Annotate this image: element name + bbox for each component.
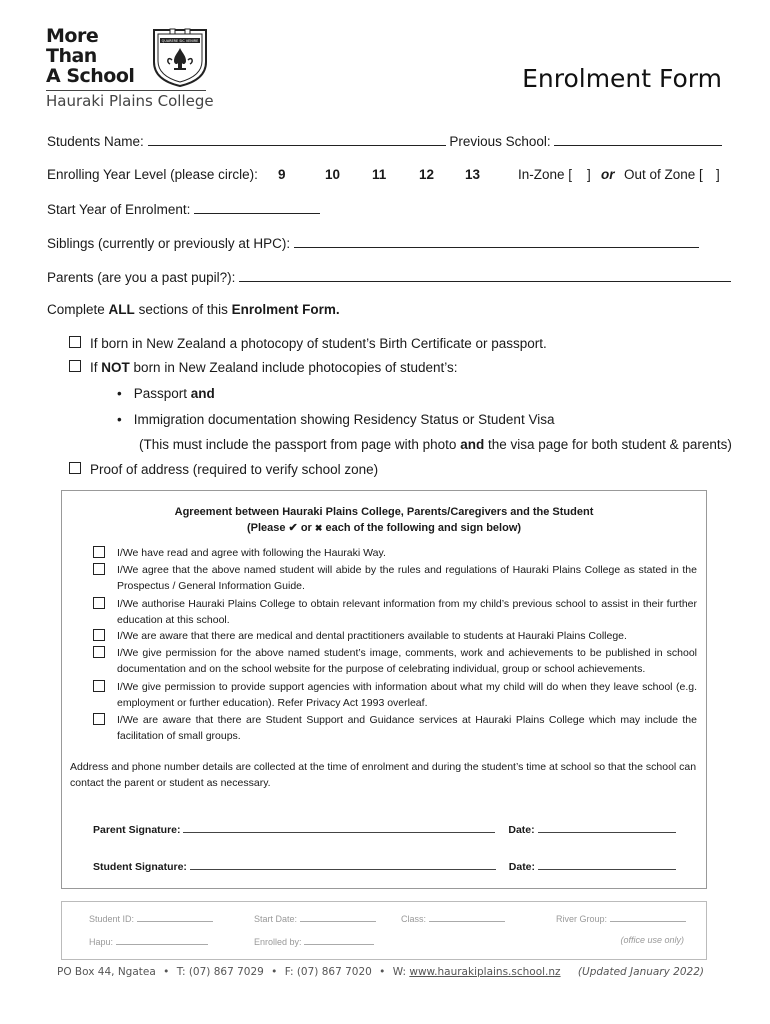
start-date-field[interactable] — [300, 912, 376, 922]
office-use-note: (office use only) — [620, 935, 684, 945]
note-post: the visa page for both student & parents) — [487, 437, 732, 452]
student-date-field[interactable] — [538, 860, 676, 870]
agreement-item — [93, 545, 697, 561]
logo-line-2: Than — [46, 45, 97, 67]
agreement-item — [93, 596, 697, 628]
agreement-text: I/We agree that the above named student will abide by the rules and regulations of Hauraki Plains College as stated in the Prospectus / General Information Guide. — [117, 564, 697, 592]
footer — [57, 966, 717, 978]
complete-mid: sections of this — [138, 302, 228, 317]
class-row — [401, 912, 505, 924]
passport-text: Passport — [133, 386, 188, 401]
proof-address-text: Proof of address (required to verify school zone) — [90, 462, 379, 477]
passport-and: and — [190, 386, 215, 401]
river-group-field[interactable] — [610, 912, 686, 922]
hapu-field[interactable] — [116, 935, 208, 945]
agreement-text: I/We are aware that there are medical and dental practitioners available to students at Hauraki Plains College. — [117, 630, 627, 642]
agreement-checkbox[interactable] — [93, 546, 105, 558]
footer-web-label: W: — [392, 966, 407, 978]
footer-po-box: PO Box 44, Ngatea — [57, 966, 156, 978]
agreement-text: I/We give permission to provide support agencies with information about what my child will do when they leave school (e.g. employment or further education). Refer Privacy Act 1993 overleaf. — [117, 681, 697, 709]
river-group-label: River Group: — [556, 914, 608, 924]
complete-instruction — [47, 302, 340, 317]
agreement-checkbox[interactable] — [93, 680, 105, 692]
checklist-item-not-born — [69, 360, 458, 375]
river-group-row — [556, 912, 686, 924]
out-zone-bracket-close: ] — [716, 167, 720, 182]
parent-signature-row — [93, 823, 676, 836]
page-title: Enrolment Form — [522, 64, 722, 93]
not-born-checkbox[interactable] — [69, 360, 81, 372]
siblings-label: Siblings (currently or previously at HPC): — [47, 236, 291, 251]
agreement-text: I/We authorise Hauraki Plains College to obtain relevant information from my child’s previous school to assist in their further education at this school. — [117, 598, 697, 626]
year-10[interactable]: 10 — [325, 167, 341, 182]
year-level-label: Enrolling Year Level (please circle): — [47, 167, 258, 182]
parent-date-label: Date: — [508, 824, 535, 836]
year-11[interactable]: 11 — [372, 167, 387, 182]
heading2-post: each of the following and sign below) — [325, 522, 522, 534]
agreement-box — [61, 490, 707, 889]
parent-date-field[interactable] — [538, 823, 676, 833]
birth-certificate-text: If born in New Zealand a photocopy of student’s Birth Certificate or passport. — [90, 336, 547, 351]
year-9[interactable]: 9 — [278, 167, 286, 182]
heading2-pre: (Please — [246, 522, 286, 534]
bullet-icon: • — [117, 412, 122, 427]
agreement-item — [93, 679, 697, 711]
agreement-item — [93, 628, 697, 644]
address-note: Address and phone number details are collected at the time of enrolment and during the student’s time at school so that the school can contact the parent or student as necessary. — [70, 761, 697, 789]
footer-separator: • — [379, 966, 386, 978]
checklist-item-birth — [69, 336, 547, 351]
office-use-box — [61, 901, 707, 960]
svg-text:QUARERE SIC VENIRE: QUARERE SIC VENIRE — [161, 39, 199, 43]
out-zone-label[interactable]: Out of Zone [ — [624, 167, 703, 182]
in-zone-bracket-close: ] — [587, 167, 591, 182]
agreement-heading — [62, 504, 706, 536]
agreement-text: I/We give permission for the above named student’s image, comments, work and achievements to be published in school documentation and on the school website for the purpose of celebrating individual, group or school achievements. — [117, 647, 697, 675]
agreement-text: I/We have read and agree with following the Hauraki Way. — [117, 547, 386, 559]
agreement-item — [93, 712, 697, 744]
school-logo — [46, 26, 216, 112]
heading2-or: or — [300, 522, 312, 534]
checkmark-icon: ✔ — [288, 522, 298, 534]
logo-line-1: More — [46, 25, 99, 47]
checklist-item-address — [69, 462, 378, 477]
agreement-heading-line2 — [62, 520, 706, 536]
siblings-field[interactable] — [294, 235, 699, 248]
enrolled-by-row — [254, 935, 374, 947]
not-born-bold: NOT — [101, 360, 130, 375]
or-label: or — [601, 167, 615, 182]
student-signature-row — [93, 860, 676, 873]
footer-separator: • — [271, 966, 278, 978]
students-name-field[interactable] — [148, 133, 446, 146]
crest-icon — [150, 26, 210, 88]
agreement-checkbox[interactable] — [93, 597, 105, 609]
student-signature-field[interactable] — [190, 860, 496, 870]
not-born-post: born in New Zealand include photocopies of student’s: — [133, 360, 458, 375]
footer-updated: (Updated January 2022) — [577, 966, 704, 978]
enrolled-by-field[interactable] — [304, 935, 374, 945]
parents-label: Parents (are you a past pupil?): — [47, 270, 236, 285]
student-signature-label: Student Signature: — [93, 861, 187, 873]
year-12[interactable]: 12 — [419, 167, 435, 182]
start-year-row — [47, 201, 320, 217]
student-date-label: Date: — [508, 861, 536, 873]
logo-divider — [46, 90, 206, 91]
bullet-immigration — [117, 412, 554, 427]
parent-signature-label: Parent Signature: — [93, 824, 181, 836]
footer-separator: • — [163, 966, 170, 978]
start-date-label: Start Date: — [254, 914, 298, 924]
previous-school-field[interactable] — [554, 133, 722, 146]
complete-form: Enrolment Form. — [231, 302, 340, 317]
agreement-text: I/We are aware that there are Student Support and Guidance services at Hauraki Plains College which may include the facilitation of small groups. — [117, 714, 697, 742]
parent-signature-field[interactable] — [183, 823, 495, 833]
logo-line-3: A School — [46, 65, 135, 87]
students-name-label: Students Name: — [47, 134, 144, 149]
agreement-item — [93, 562, 697, 594]
not-born-pre: If — [90, 360, 98, 375]
parents-field[interactable] — [239, 269, 731, 282]
year-level-row — [47, 167, 727, 185]
footer-phone: T: (07) 867 7029 — [176, 966, 264, 978]
footer-fax: F: (07) 867 7020 — [284, 966, 372, 978]
parents-row — [47, 269, 731, 285]
complete-pre: Complete — [47, 302, 105, 317]
student-id-label: Student ID: — [89, 914, 135, 924]
hapu-row — [89, 935, 208, 947]
start-year-field[interactable] — [194, 201, 320, 214]
agreement-checkbox[interactable] — [93, 629, 105, 641]
bullet-icon: • — [117, 386, 122, 401]
previous-school-label: Previous School: — [449, 134, 551, 149]
immigration-text: Immigration documentation showing Residency Status or Student Visa — [133, 412, 555, 427]
start-year-label: Start Year of Enrolment: — [47, 202, 191, 217]
agreement-checkbox[interactable] — [93, 563, 105, 575]
start-date-row — [254, 912, 376, 924]
college-name: Hauraki Plains College — [46, 92, 214, 110]
bullet-passport — [117, 386, 215, 401]
agreement-item — [93, 645, 697, 677]
student-id-row — [89, 912, 213, 924]
cross-icon: ✖ — [314, 523, 323, 533]
enrolled-by-label: Enrolled by: — [254, 937, 302, 947]
passport-note — [139, 437, 732, 452]
hapu-label: Hapu: — [89, 937, 114, 947]
birth-certificate-checkbox[interactable] — [69, 336, 81, 348]
class-field[interactable] — [429, 912, 505, 922]
in-zone-label[interactable]: In-Zone [ — [518, 167, 573, 182]
agreement-checkbox[interactable] — [93, 713, 105, 725]
student-id-field[interactable] — [137, 912, 213, 922]
footer-web-link[interactable]: www.haurakiplains.school.nz — [409, 966, 561, 978]
agreement-checkbox[interactable] — [93, 646, 105, 658]
year-13[interactable]: 13 — [465, 167, 481, 182]
agreement-heading-line1: Agreement between Hauraki Plains College, Parents/Caregivers and the Student — [174, 506, 594, 518]
class-label: Class: — [401, 914, 427, 924]
note-pre: (This must include the passport from page with photo — [139, 437, 457, 452]
students-name-row — [47, 133, 727, 149]
note-and: and — [460, 437, 485, 452]
complete-all: ALL — [108, 302, 135, 317]
siblings-row — [47, 235, 699, 251]
proof-address-checkbox[interactable] — [69, 462, 81, 474]
